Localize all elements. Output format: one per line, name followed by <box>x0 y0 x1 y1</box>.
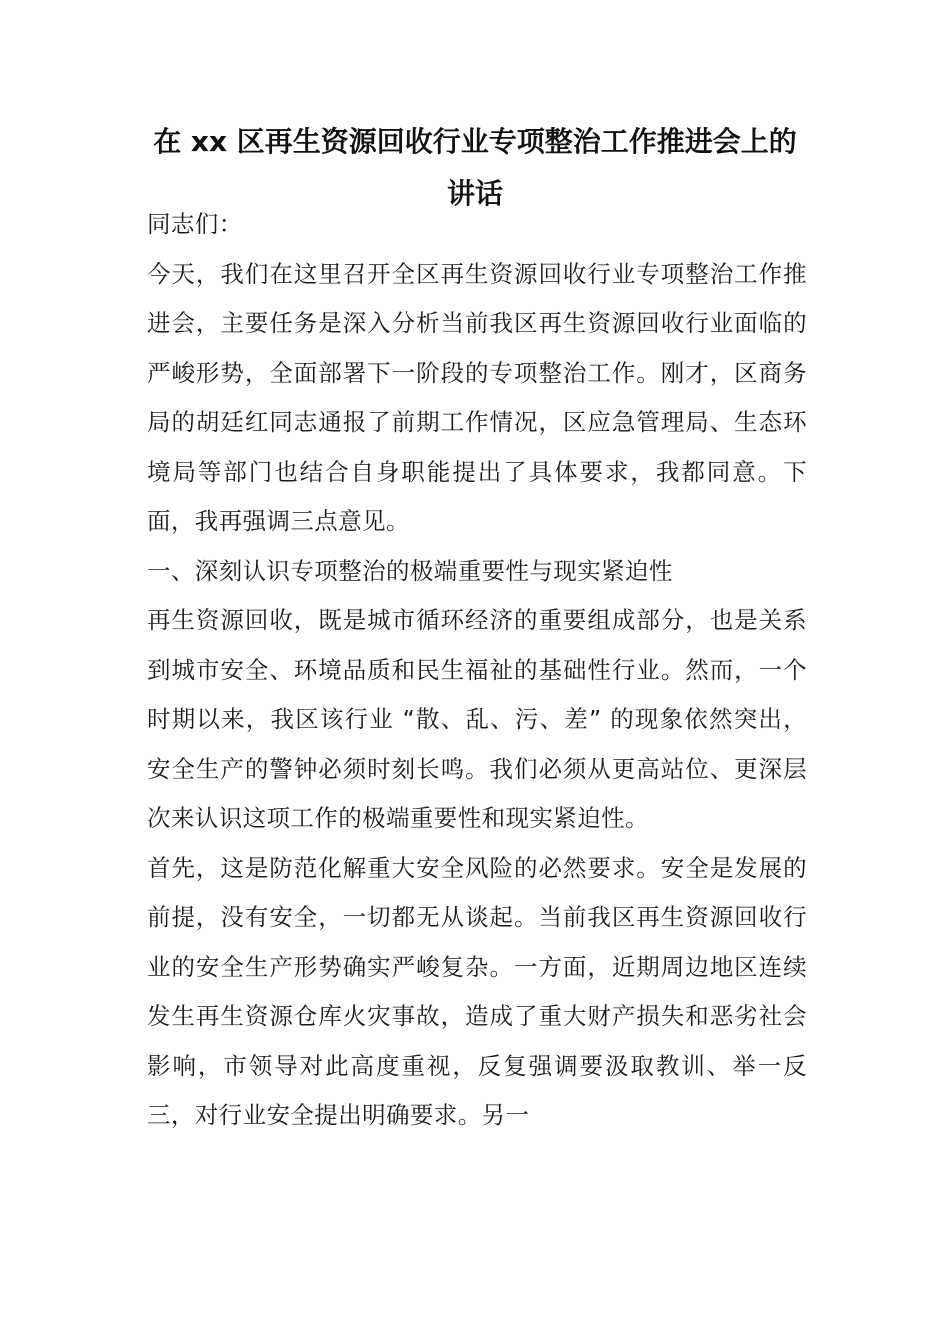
document-body <box>147 200 807 1141</box>
body-paragraph: 再生资源回收，既是城市循环经济的重要组成部分，也是关系到城市安全、环境品质和民生福祉的基础性行业。然而，一个时期以来，我区该行业 “散、乱、污、差” 的现象依然突出，安全生产的警钟必须时刻长鸣。我们必须从更高站位、更深层次来认识这项工作的极端重要性和现实紧迫性。 <box>147 606 807 832</box>
body-paragraph: 首先，这是防范化解重大安全风险的必然要求。安全是发展的前提，没有安全，一切都无从谈起。当前我区再生资源回收行业的安全生产形势确实严峻复杂。一方面，近期周边地区连续发生再生资源仓库火灾事故，造成了重大财产损失和恶劣社会影响，市领导对此高度重视，反复强调要汲取教训、举一反三，对行业安全提出明确要求。另一 <box>147 853 807 1129</box>
document-title-line-2: 讲话 <box>446 177 503 210</box>
document-title-line-1: 在 xx 区再生资源回收行业专项整治工作推进会上的 <box>153 125 797 158</box>
salutation: 同志们： <box>147 210 243 238</box>
section-heading: 一、深刻认识专项整治的极端重要性与现实紧迫性 <box>147 556 673 585</box>
body-paragraph: 今天，我们在这里召开全区再生资源回收行业专项整治工作推进会，主要任务是深入分析当前我区再生资源回收行业面临的严峻形势，全面部署下一阶段的专项整治工作。刚才，区商务局的胡廷红同志通报了前期工作情况，区应急管理局、生态环境局等部门也结合自身职能提出了具体要求，我都同意。下面，我再强调三点意见。 <box>147 259 807 535</box>
